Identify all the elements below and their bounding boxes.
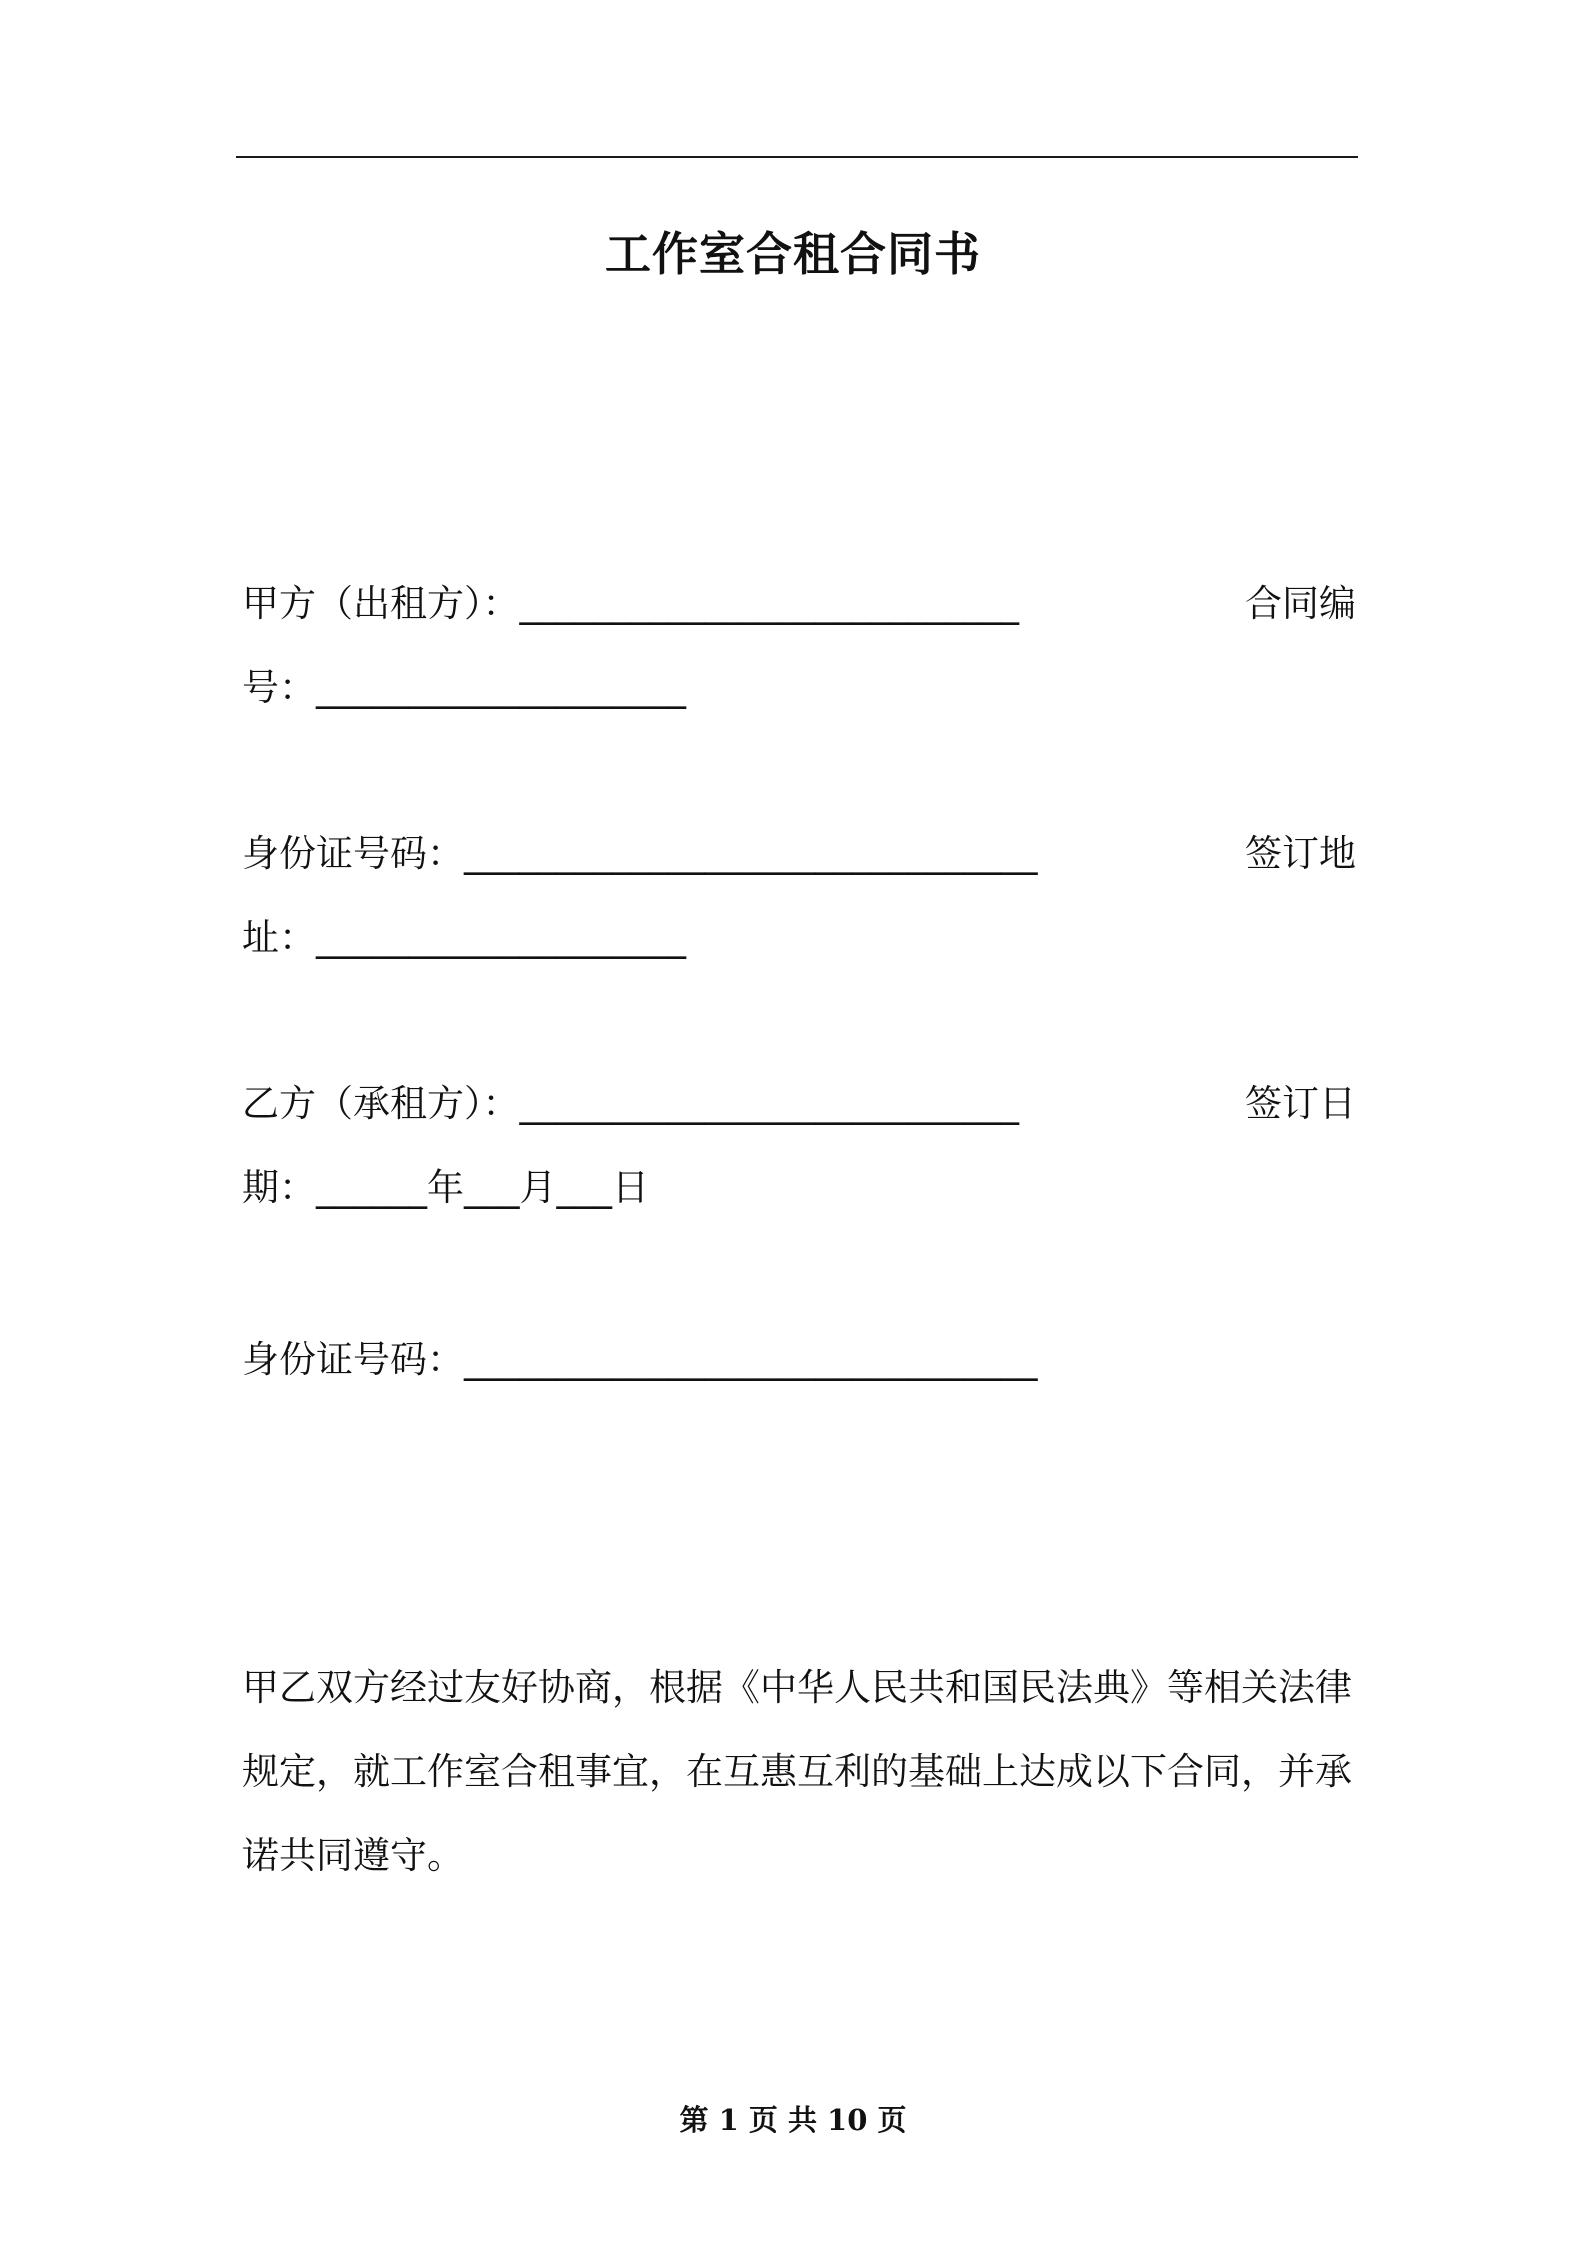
- intro-paragraph-line: 甲乙双方经过友好协商，根据《中华人民共和国民法典》等相关法律: [242, 1666, 1352, 1709]
- intro-paragraph-line: 规定，就工作室合租事宜，在互惠互利的基础上达成以下合同，并承: [242, 1750, 1352, 1793]
- document-title: 工作室合租合同书: [605, 227, 981, 281]
- contract-number-label: 合同编: [1245, 582, 1356, 625]
- sign-date-line: 期：______年___月___日: [242, 1166, 649, 1209]
- header-rule: [236, 156, 1358, 158]
- sign-place-line: 址：____________________: [242, 916, 686, 959]
- page-indicator: 第 1 页 共 10 页: [679, 2103, 907, 2137]
- party-b-line: 乙方（承租方）：___________________________: [242, 1082, 1019, 1125]
- party-a-line: 甲方（出租方）：___________________________: [242, 582, 1019, 625]
- party-a-id-line: 身份证号码：_______________________________: [242, 832, 1038, 875]
- contract-number-line: 号：____________________: [242, 666, 686, 709]
- intro-paragraph-line: 诺共同遵守。: [242, 1834, 464, 1877]
- sign-date-label: 签订日: [1245, 1082, 1356, 1125]
- party-b-id-line: 身份证号码：_______________________________: [242, 1338, 1038, 1381]
- sign-place-label: 签订地: [1245, 832, 1356, 875]
